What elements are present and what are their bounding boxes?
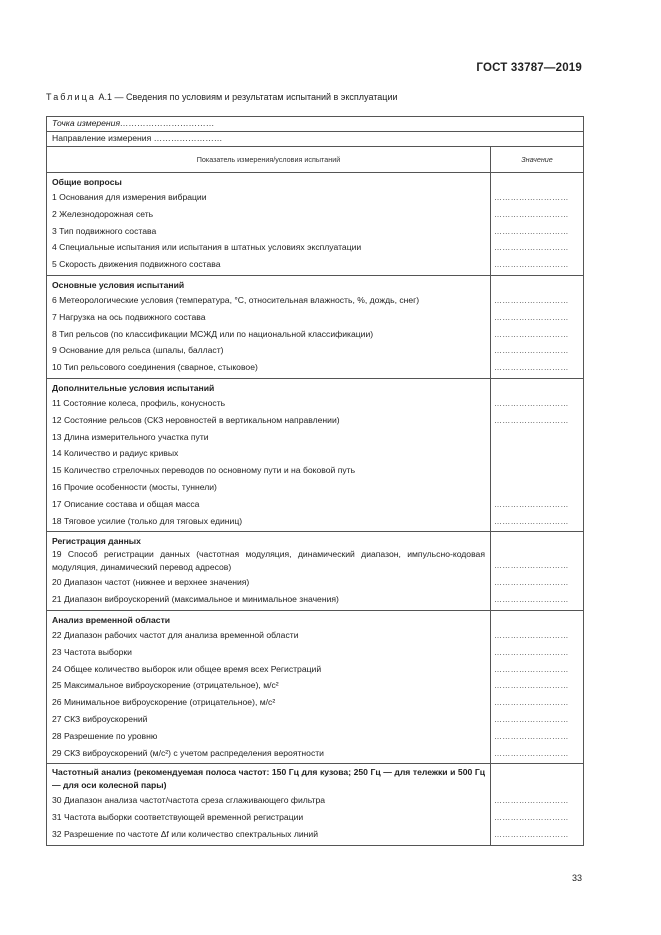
section-title-spacer [494,766,580,792]
value-placeholder: ……………………… [494,516,569,526]
section-values-cell [491,610,584,763]
indicator-item: 1 Основания для измерения вибрации [52,192,207,202]
table-section [47,764,584,845]
standard-code: ГОСТ 33787—2019 [476,62,582,74]
value-empty [494,479,580,496]
indicator-item: 21 Диапазон виброускорений (максимальное и минимальное значения) [52,594,339,605]
indicator-item: 23 Частота выборки [52,646,132,657]
section-title: Основные условия испытаний [52,279,185,290]
indicator-item: 24 Общее количество выборок или общее время всех Регистраций [52,663,322,674]
table-header-row [47,147,584,173]
section-title-spacer [494,175,580,189]
value-placeholder: ……………………… [494,312,569,322]
page-number: 33 [571,873,582,883]
indicator-item: 31 Частота выборки соответствующей временной регистрации [52,812,304,823]
indicator-item: 12 Состояние рельсов (СКЗ неровностей в вертикальном направлении) [52,414,340,425]
section-indicators-cell [47,532,491,611]
section-indicators-cell [47,378,491,531]
value-placeholder: ……………………… [494,829,569,839]
section-title-spacer [494,278,580,292]
section-title: Анализ временной области [52,614,171,625]
indicator-item: 22 Диапазон рабочих частот для анализа временной области [52,629,299,640]
section-indicators-cell [47,610,491,763]
indicator-item: 10 Тип рельсового соединения (сварное, стыковое) [52,362,258,373]
value-empty [494,462,580,479]
conditions-table [46,116,584,846]
indicator-item: 9 Основание для рельса (шпалы, балласт) [52,345,224,356]
value-placeholder: ……………………… [494,714,569,724]
indicator-item: 11 Состояние колеса, профиль, конусность [52,397,226,408]
table-title [46,92,398,102]
indicator-item: 5 Скорость движения подвижного состава [52,259,221,270]
indicator-item: 16 Прочие особенности (мосты, туннели) [52,481,217,492]
table-label: Таблица [46,92,96,102]
value-placeholder: ……………………… [494,813,569,823]
value-placeholder: ……………………… [494,499,569,509]
value-placeholder: ……………………… [494,415,569,425]
indicator-item: 6 Метеорологические условия (температура, °С, относительная влажность, %, дождь, снег) [52,294,420,305]
indicator-item: 25 Максимальное виброускорение (отрицательное), м/с² [52,680,279,691]
indicator-item: 32 Разрешение по частоте Δf или количество спектральных линий [52,828,319,839]
measurement-point-text: Точка измерения…………………………… [52,118,215,128]
value-placeholder: ……………………… [494,346,569,356]
indicator-item: 15 Количество стрелочных переводов по основному пути и на боковой путь [52,465,356,476]
indicator-item: 26 Минимальное виброускорение (отрицательное), м/с² [52,697,276,708]
value-placeholder: ……………………… [494,731,569,741]
section-title-spacer [494,381,580,395]
value-placeholder: ……………………… [494,243,569,253]
value-placeholder: ……………………… [494,209,569,219]
indicator-item: 19 Способ регистрации данных (частотная модуляция, динамический диапазон, импульсно-кодовая модуляция, динамический перевод адресов) [52,549,485,573]
indicator-item: 18 Тяговое усилие (только для тяговых единиц) [52,515,243,526]
section-values-cell [491,275,584,378]
indicator-item: 4 Специальные испытания или испытания в штатных условиях эксплуатации [52,242,362,253]
indicator-item: 29 СКЗ виброускорений (м/с²) с учетом распределения вероятности [52,747,324,758]
value-placeholder: ……………………… [494,681,569,691]
section-values-cell [491,532,584,611]
section-title: Частотный анализ (рекомендуемая полоса частот: 150 Гц для кузова; 250 Гц — для тележки и 500 Гц — для оси колесной пары) [52,767,485,791]
value-empty [494,429,580,446]
section-indicators-cell [47,173,491,276]
indicator-item: 7 Нагрузка на ось подвижного состава [52,311,206,322]
section-values-cell [491,173,584,276]
column-header-value: Значение [491,147,584,173]
indicator-item: 3 Тип подвижного состава [52,225,157,236]
value-placeholder: ……………………… [494,748,569,758]
section-title: Регистрация данных [52,536,141,547]
value-empty [494,445,580,462]
measurement-direction-row [47,132,584,147]
section-indicators-cell [47,764,491,845]
measurement-point-row [47,117,584,132]
indicator-item: 27 СКЗ виброускорений [52,713,148,724]
value-placeholder: ……………………… [494,193,569,202]
section-values-cell [491,764,584,845]
section-indicators-cell [47,275,491,378]
section-values-cell [491,378,584,531]
indicator-item: 2 Железнодорожная сеть [52,208,154,219]
section-title-spacer [494,613,580,627]
table-section [47,532,584,611]
indicator-item: 14 Количество и радиус кривых [52,448,179,459]
table-section [47,378,584,531]
indicator-item: 8 Тип рельсов (по классификации МСЖД или по национальной классификации) [52,328,374,339]
value-placeholder: ……………………… [494,647,569,657]
value-placeholder: ……………………… [494,398,569,408]
measurement-direction-text: Направление измерения …………………… [52,133,223,143]
value-placeholder: ……………………… [494,226,569,236]
value-placeholder: ……………………… [494,698,569,708]
value-placeholder: ……………………… [494,295,569,305]
value-placeholder: ……………………… [494,796,569,806]
table-caption: А.1 — Сведения по условиям и результатам испытаний в эксплуатации [98,92,398,102]
value-placeholder: ……………………… [494,561,569,571]
section-title-spacer [494,534,580,548]
indicator-item: 20 Диапазон частот (нижнее и верхнее значения) [52,577,250,588]
value-placeholder: ……………………… [494,595,569,605]
table-section [47,610,584,763]
column-header-indicator: Показатель измерения/условия испытаний [47,147,491,173]
value-placeholder: ……………………… [494,260,569,270]
section-title: Общие вопросы [52,177,122,187]
value-placeholder: ……………………… [494,363,569,373]
indicator-item: 17 Описание состава и общая масса [52,498,200,509]
table-section [47,275,584,378]
indicator-item: 28 Разрешение по уровню [52,730,158,741]
indicator-item: 30 Диапазон анализа частот/частота среза сглаживающего фильтра [52,795,326,806]
section-title: Дополнительные условия испытаний [52,382,215,393]
value-placeholder: ……………………… [494,630,569,640]
value-placeholder: ……………………… [494,329,569,339]
value-placeholder: ……………………… [494,578,569,588]
table-section [47,173,584,276]
value-placeholder: ……………………… [494,664,569,674]
indicator-item: 13 Длина измерительного участка пути [52,431,209,442]
